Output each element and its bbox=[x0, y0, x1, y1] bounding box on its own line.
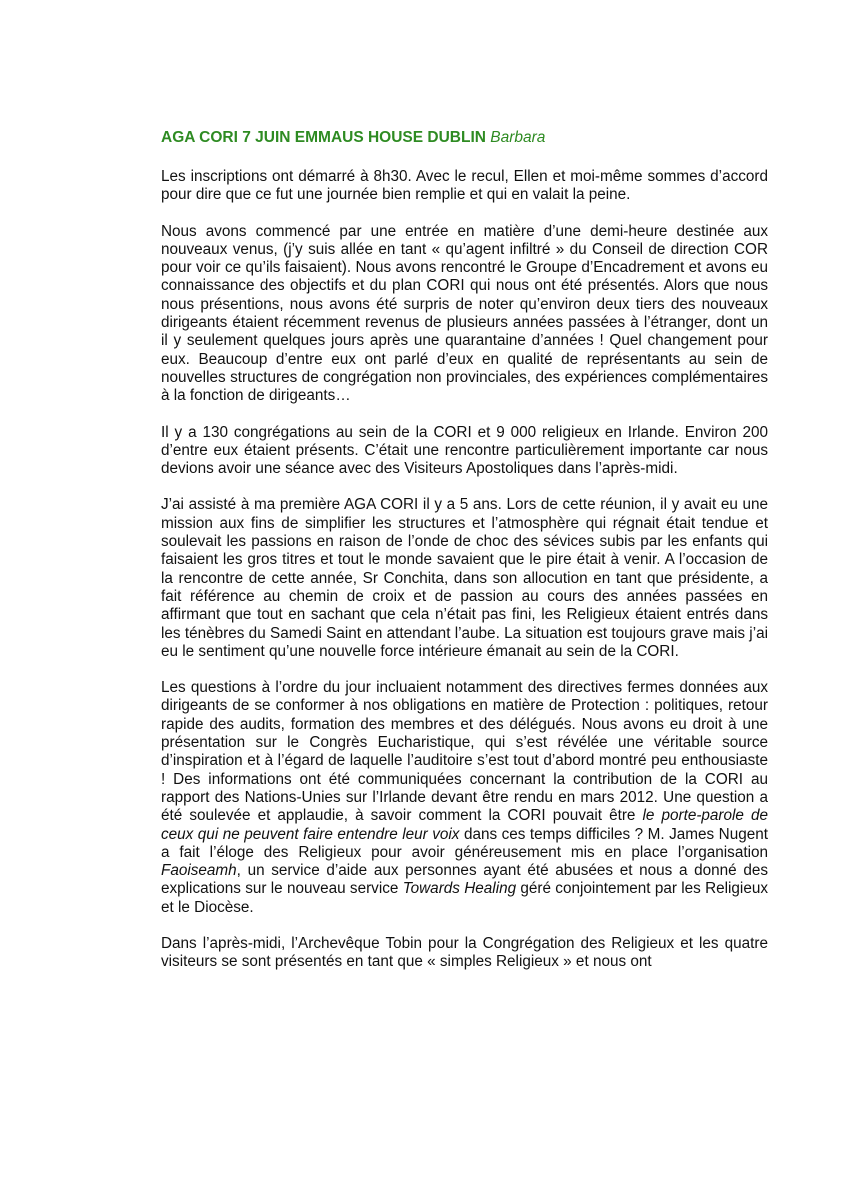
paragraph-5-italic-2: Faoiseamh bbox=[161, 862, 237, 880]
paragraph-5-text-3: , un service d’aide aux personnes ayant été abusées et nous a donné des explications sur le nouveau service bbox=[161, 862, 768, 898]
paragraph-5-italic-1: le porte-parole de ceux qui ne peuvent faire entendre leur voix bbox=[161, 807, 769, 843]
paragraph-5-text-4: géré conjointement par les Religieux et le Diocèse. bbox=[161, 880, 768, 916]
title-author: Barbara bbox=[490, 129, 546, 146]
paragraph-4: J’ai assisté à ma première AGA CORI il y a 5 ans. Lors de cette réunion, il y avait eu une mission aux fins de simplifier les structures et l’atmosphère qui régnait était tendue et soulevait les passions en raison de l’onde de choc des sévices subis par les enfants qui faisaient les gros titres et tout le monde savaient que le pire était à venir. A l’occasion de la rencontre de cette année, Sr Conchita, dans son allocution en tant que présidente, a fait référence au chemin de croix et de passion au cours des années passées en affirmant que tout en sachant que cela n’était pas fini, les Religieux étaient entrés dans les ténèbres du Samedi Saint en attendant l’aube. La situation est toujours grave mais j’ai eu le sentiment qu’une nouvelle force intérieure émanait au sein de la CORI. bbox=[161, 496, 768, 660]
paragraph-5-text-1: Les questions à l’ordre du jour incluaient notamment des directives fermes données aux dirigeants de se conformer à nos obligations en matière de Protection : politiques, retour rapide des audits, formation des membres et des délégués. Nous avons eu droit à une présentation sur le Congrès Eucharistique, qui s’est révélée une véritable source d’inspiration et à l’égard de laquelle l’auditoire s’est tout d’abord montré peu enthousiaste ! Des informations ont été communiquées concernant la contribution de la CORI au rapport des Nations-Unies sur l’Irlande devant être rendu en mars 2012. Une question a été soulevée et applaudie, à savoir comment la CORI pouvait être bbox=[161, 679, 768, 825]
paragraph-3: Il y a 130 congrégations au sein de la CORI et 9 000 religieux en Irlande. Environ 200 d’entre eux étaient présents. C’était une rencontre particulièrement importante car nous devions avoir une séance avec des Visiteurs Apostoliques dans l’après-midi. bbox=[161, 423, 768, 478]
paragraph-2: Nous avons commencé par une entrée en matière d’une demi-heure destinée aux nouveaux venus, (j’y suis allée en tant « qu’agent infiltré » du Conseil de direction COR pour voir ce qu’ils faisaient). Nous avons rencontré le Groupe d’Encadrement et avons eu connaissance des objectifs et du plan CORI qui nous ont été présentés. Alors que nous nous présentions, nous avons été surpris de noter qu’environ deux tiers des nouveaux dirigeants étaient récemment revenus de plusieurs années passées à l’étranger, dont un il y seulement quelques jours après une quarantaine d’années ! Quel changement pour eux. Beaucoup d’entre eux ont parlé d’eux en qualité de représentants au sein de nouvelles structures de congrégation non provinciales, des expériences complémentaires à la fonction de dirigeants… bbox=[161, 222, 768, 405]
title-text: AGA CORI 7 JUIN EMMAUS HOUSE DUBLIN bbox=[161, 129, 486, 146]
paragraph-5-text-2: dans ces temps difficiles ? M. James Nugent a fait l’éloge des Religieux pour avoir généreusement mis en place l’organisation bbox=[161, 825, 769, 861]
paragraph-5 bbox=[161, 679, 768, 917]
paragraph-5-italic-3: Towards Healing bbox=[402, 880, 517, 898]
document-title bbox=[161, 128, 768, 148]
paragraph-1: Les inscriptions ont démarré à 8h30. Avec le recul, Ellen et moi-même sommes d’accord pour dire que ce fut une journée bien remplie et qui en valait la peine. bbox=[161, 168, 768, 204]
paragraph-6: Dans l’après-midi, l’Archevêque Tobin pour la Congrégation des Religieux et les quatre visiteurs se sont présentés en tant que « simples Religieux » et nous ont bbox=[161, 934, 768, 971]
